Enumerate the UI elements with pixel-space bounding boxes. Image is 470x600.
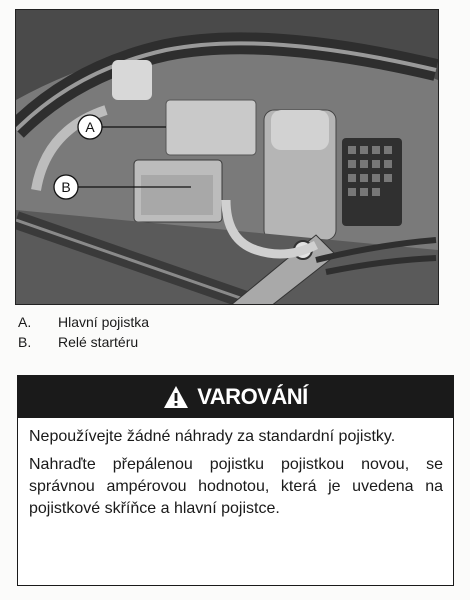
warning-box — [17, 375, 454, 586]
legend-key: B. — [18, 334, 32, 350]
legend-text: Hlavní pojistka — [58, 314, 150, 330]
legend — [18, 312, 149, 352]
warning-title: VAROVÁNÍ — [197, 384, 308, 409]
fuse-photo — [15, 9, 439, 305]
warning-header — [18, 376, 453, 418]
photo-illustration — [16, 10, 438, 304]
legend-item-a — [18, 312, 149, 332]
callout-label-a: A — [85, 119, 95, 135]
callout-label-b: B — [61, 179, 71, 195]
legend-text: Relé startéru — [58, 334, 139, 350]
warning-triangle-icon — [163, 385, 189, 409]
warning-paragraph: Nahraďte přepálenou pojistku pojistkou novou, se správnou ampérovou hodnotou, která je uvedena na pojistkové skříňce a hlavní pojistce. — [29, 456, 443, 517]
legend-key: A. — [18, 314, 32, 330]
legend-item-b — [18, 332, 149, 352]
warning-body — [18, 418, 453, 520]
warning-paragraph: Nepoužívejte žádné náhrady za standardní pojistky. — [29, 428, 396, 445]
